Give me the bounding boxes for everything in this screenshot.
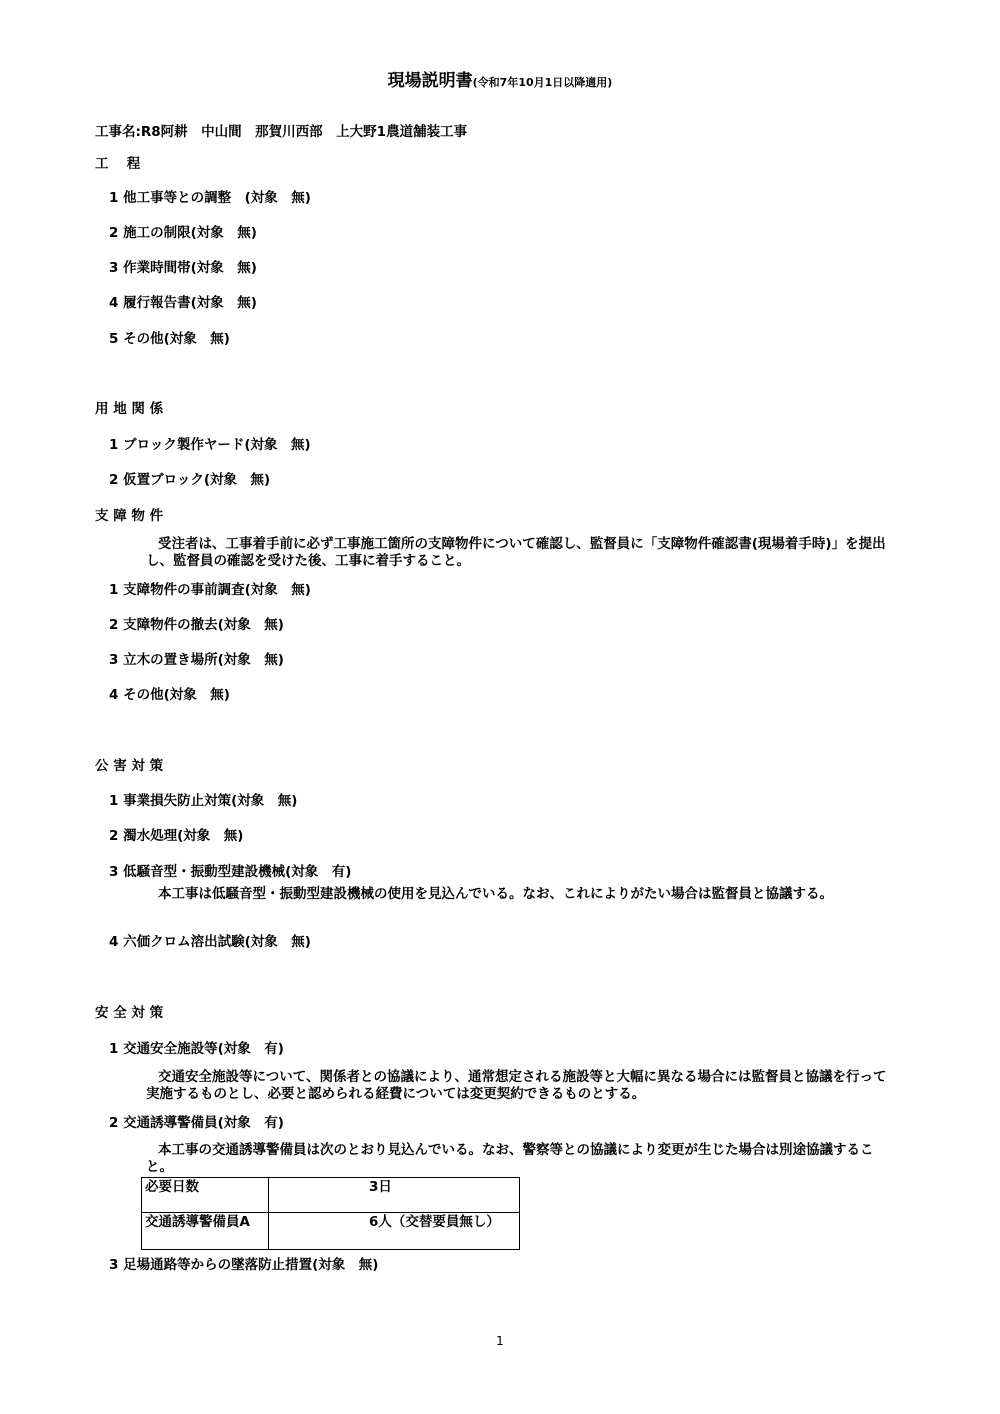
pollution-item: 2 濁水処理(対象 無) (109, 828, 244, 844)
schedule-item: 1 他工事等との調整 (対象 無) (109, 190, 311, 206)
pollution-item: 1 事業損失防止対策(対象 無) (109, 793, 298, 809)
heading-obstacles: 支 障 物 件 (95, 508, 164, 524)
title-main: 現場説明書 (387, 71, 473, 91)
schedule-item: 3 作業時間帯(対象 無) (109, 260, 257, 276)
table-label: 交通誘導警備員A (142, 1213, 269, 1250)
obstacles-item: 1 支障物件の事前調査(対象 無) (109, 582, 311, 598)
document-title (0, 66, 1000, 91)
heading-land: 用 地 関 係 (95, 401, 164, 417)
schedule-item: 5 その他(対象 無) (109, 331, 230, 347)
table-label: 必要日数 (142, 1178, 269, 1213)
land-item: 2 仮置ブロック(対象 無) (109, 472, 271, 488)
pollution-item: 4 六価クロム溶出試験(対象 無) (109, 934, 311, 950)
table-value: 3日 (269, 1178, 520, 1213)
heading-schedule: 工 程 (95, 156, 141, 172)
heading-pollution: 公 害 対 策 (95, 758, 164, 774)
page-number: 1 (496, 1334, 504, 1348)
heading-safety: 安 全 対 策 (95, 1005, 164, 1021)
safety-item: 1 交通安全施設等(対象 有) (109, 1041, 284, 1057)
table-value: 6人（交替要員無し） (269, 1213, 520, 1250)
table-row (142, 1178, 520, 1213)
safety-item: 2 交通誘導警備員(対象 有) (109, 1115, 284, 1131)
safety-note-1: 交通安全施設等について、関係者との協議により、通常想定される施設等と大幅に異なる場合には監督員と協議を行って実施するものとし、必要と認められる経費については変更契約できるものとする。 (146, 1069, 887, 1102)
schedule-item: 4 履行報告書(対象 無) (109, 295, 257, 311)
obstacles-item: 4 その他(対象 無) (109, 687, 230, 703)
obstacles-intro: 受注者は、工事着手前に必ず工事施工箇所の支障物件について確認し、監督員に「支障物件確認書(現場着手時)」を提出し、監督員の確認を受けた後、工事に着手すること。 (146, 536, 886, 569)
obstacles-item: 3 立木の置き場所(対象 無) (109, 652, 284, 668)
project-name: 工事名:R8阿耕 中山間 那賀川西部 上大野1農道舗装工事 (95, 124, 468, 140)
land-item: 1 ブロック製作ヤード(対象 無) (109, 437, 311, 453)
pollution-item: 3 低騒音型・振動型建設機械(対象 有) (109, 864, 352, 880)
safety-item: 3 足場通路等からの墜落防止措置(対象 無) (109, 1257, 379, 1273)
obstacles-item: 2 支障物件の撤去(対象 無) (109, 617, 284, 633)
schedule-item: 2 施工の制限(対象 無) (109, 225, 257, 241)
table-row (142, 1213, 520, 1250)
pollution-note-3: 本工事は低騒音型・振動型建設機械の使用を見込んでいる。なお、これによりがたい場合は監督員と協議する。 (158, 886, 833, 902)
safety-note-2: 本工事の交通誘導警備員は次のとおり見込んでいる。なお、警察等との協議により変更が生じた場合は別途協議すること。 (146, 1142, 874, 1175)
traffic-guard-table (141, 1177, 520, 1250)
title-note: (令和7年10月1日以降適用) (472, 76, 613, 89)
